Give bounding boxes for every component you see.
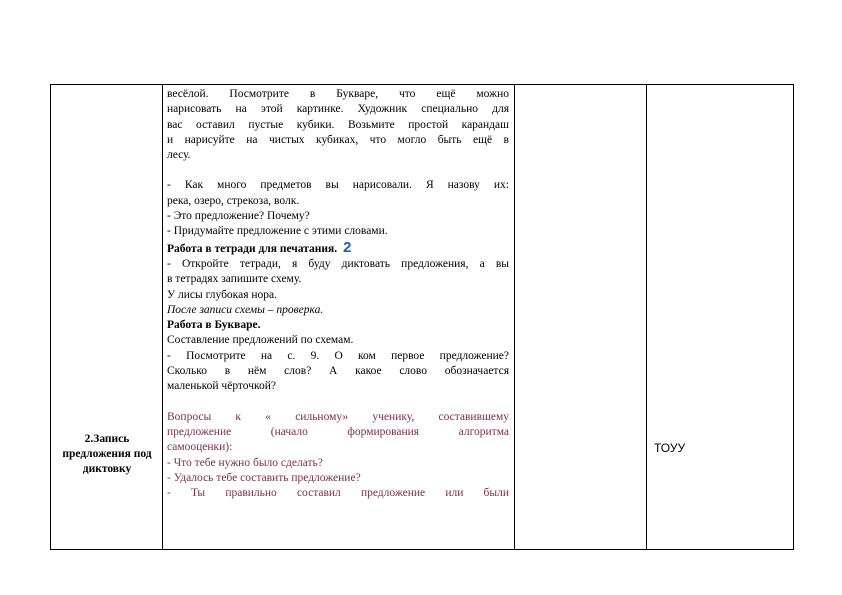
content-line: - Ты правильно составил предложение или были — [167, 487, 509, 500]
content-line: - Это предложение? Почему? — [167, 210, 310, 223]
content-line: Вопросы к « сильному» ученику, составившему — [167, 410, 509, 423]
content-line: Составление предложений по схемам. — [167, 334, 354, 347]
paragraph-gap — [167, 395, 509, 410]
table-right-border — [793, 84, 794, 550]
content-line: вас оставил пустые кубики. Возьмите простой карандаш — [167, 118, 509, 131]
content-line: Сколько в нём слов? А какое слово обозначается — [167, 365, 509, 378]
stage-cell: 2.Запись предложения под диктовку — [62, 433, 152, 475]
content-line: весёлой. Посмотрите в Букваре, что ещё можно — [167, 88, 509, 100]
content-line: предложение (начало формирования алгоритма — [167, 425, 509, 438]
content-line: - Как много предметов вы нарисовали. Я назову их: — [167, 179, 509, 192]
section-heading-line — [167, 240, 509, 257]
content-line: - Посмотрите на с. 9. О ком первое предложение? — [167, 349, 509, 362]
paragraph-gap — [167, 163, 509, 178]
content-line: - Откройте тетради, я буду диктовать предложения, а вы — [167, 257, 509, 270]
slide-number-mark: 2 — [343, 238, 352, 256]
table-left-border — [50, 84, 51, 550]
lesson-content-cell — [167, 87, 509, 501]
section-heading: Работа в Букваре. — [167, 319, 261, 332]
content-line: и нарисуйте на чистых кубиках, что могло быть ещё в — [167, 133, 509, 146]
content-line: После записи схемы – проверка. — [167, 303, 324, 316]
uud-cell: ТОУУ — [654, 441, 686, 455]
content-line: - Придумайте предложение с этими словами. — [167, 225, 388, 238]
section-heading: Работа в тетради для печатания. — [167, 242, 338, 255]
content-line: - Удалось тебе составить предложение? — [167, 471, 361, 484]
column-divider-2 — [514, 84, 515, 550]
content-line: маленькой чёрточкой? — [167, 380, 277, 393]
content-line: нарисовать на этой картинке. Художник специально для — [167, 103, 509, 116]
column-divider-3 — [646, 84, 647, 550]
content-line: в тетрадях запишите схему. — [167, 273, 302, 286]
content-line: река, озеро, стрекоза, волк. — [167, 194, 300, 207]
content-line: лесу. — [167, 149, 191, 162]
column-divider-1 — [162, 84, 163, 550]
content-line: - Что тебе нужно было сделать? — [167, 456, 323, 469]
content-line: У лисы глубокая нора. — [167, 288, 278, 301]
content-line: самооценки): — [167, 441, 233, 454]
